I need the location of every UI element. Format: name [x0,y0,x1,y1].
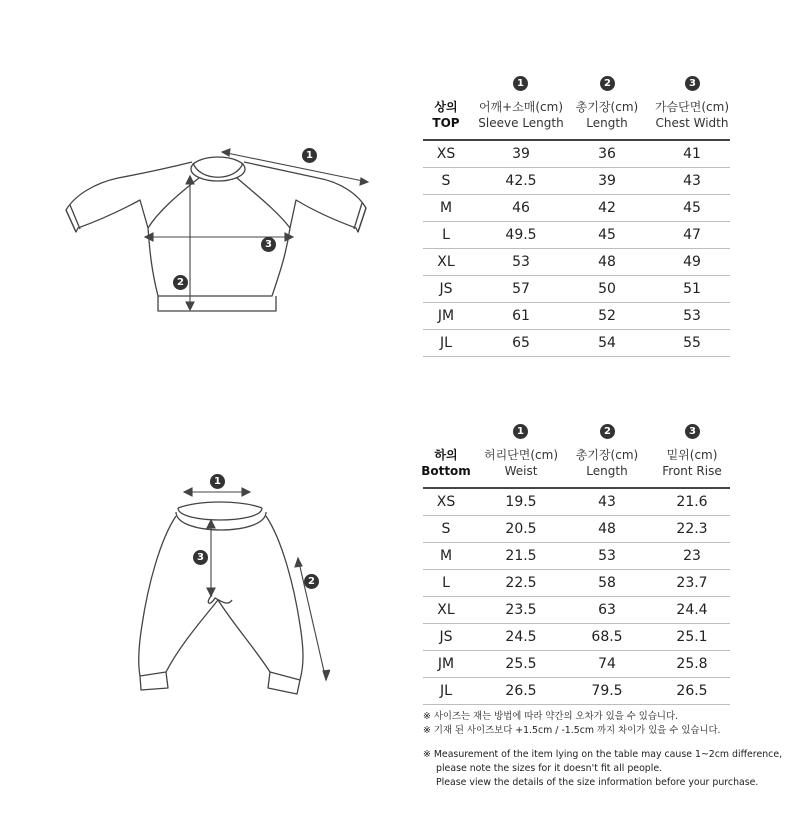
value-cell: 45 [598,227,616,243]
value-cell: 23.5 [505,602,537,618]
table-row [423,624,730,651]
value-cell: 53 [683,308,701,324]
value-cell: 24.4 [676,602,708,618]
value-cell: 74 [598,656,616,672]
value-cell: 48 [598,521,616,537]
value-cell: 48 [598,254,616,270]
column-marker-2: 2 [600,76,615,91]
value-cell: 79.5 [591,683,623,699]
value-cell: 19.5 [505,494,537,510]
sweatshirt-outline [66,157,366,311]
note-en-1: ※ Measurement of the item lying on the table may cause 1~2cm difference, [423,749,783,760]
column-marker-1: 1 [513,424,528,439]
column-header-en: Length [586,464,628,478]
table-row [423,516,730,543]
category-en: TOP [432,116,460,130]
column-marker-3: 3 [685,424,700,439]
value-cell: 61 [512,308,530,324]
value-cell: 24.5 [505,629,537,645]
marker-1-bottom: 1 [210,474,225,489]
value-cell: 25.1 [676,629,708,645]
column-header-en: Chest Width [655,116,729,130]
table-row [423,249,730,276]
bottom-garment-diagram [130,480,330,695]
size-cell: JL [440,335,452,351]
marker-2-bottom: 2 [304,574,319,589]
marker-3-top: 3 [261,237,276,252]
note-en-3: Please view the details of the size information before your purchase. [436,777,759,788]
category-en: Bottom [421,464,471,478]
column-header-sleeve [473,99,569,131]
column-header-en: Front Rise [662,464,722,478]
column-header-en: Length [586,116,628,130]
value-cell: 21.5 [505,548,537,564]
value-cell: 43 [683,173,701,189]
value-cell: 68.5 [591,629,623,645]
value-cell: 42.5 [505,173,537,189]
note-spacer [423,738,793,748]
size-cell: JS [439,629,453,645]
value-cell: 43 [598,494,616,510]
table-row [423,543,730,570]
value-cell: 39 [512,146,530,162]
size-cell: M [439,200,453,216]
column-header-ko: 어깨+소매(cm) [478,100,564,114]
table-row [423,651,730,678]
size-cell: M [439,548,453,564]
table-row [423,570,730,597]
table-row [423,195,730,222]
column-header-chest [645,99,739,131]
column-header-rise [645,447,739,479]
category-label [419,447,473,479]
value-cell: 47 [683,227,701,243]
pants-outline [139,502,303,694]
size-cell: JM [437,308,455,324]
value-cell: 57 [512,281,530,297]
column-header-ko: 허리단면(cm) [483,448,559,462]
value-cell: 26.5 [676,683,708,699]
size-cell: XS [436,494,456,510]
table-row [423,489,730,516]
value-cell: 49 [683,254,701,270]
size-cell: S [441,521,451,537]
column-header-waist [473,447,569,479]
value-cell: 22.5 [505,575,537,591]
value-cell: 46 [512,200,530,216]
table-row [423,222,730,249]
table-row [423,141,730,168]
size-cell: L [442,575,450,591]
table-row [423,168,730,195]
note-en-2: please note the sizes for it doesn't fit all people. [436,763,663,774]
bottom-size-table [421,424,730,699]
value-cell: 65 [512,335,530,351]
value-cell: 52 [598,308,616,324]
bottom-table-header [421,424,730,478]
value-cell: 55 [683,335,701,351]
value-cell: 23.7 [676,575,708,591]
column-header-ko: 가슴단면(cm) [654,100,730,114]
value-cell: 23 [683,548,701,564]
column-header-en: Weist [504,464,538,478]
size-cell: JS [439,281,453,297]
category-ko: 상의 [434,100,458,114]
top-garment-diagram [55,140,385,325]
note-ko-2: ※ 기재 된 사이즈보다 +1.5cm / -1.5cm 까지 차이가 있을 수 있습니다. [423,725,721,736]
table-row [423,678,730,705]
table-row [423,303,730,330]
value-cell: 49.5 [505,227,537,243]
size-cell: XS [436,146,456,162]
marker-3-bottom: 3 [193,550,208,565]
column-header-ko: 밑위(cm) [666,448,718,462]
value-cell: 25.8 [676,656,708,672]
value-cell: 21.6 [676,494,708,510]
top-table-header [423,76,730,130]
column-marker-2: 2 [600,424,615,439]
table-row [423,597,730,624]
table-row [423,330,730,357]
size-cell: JL [440,683,452,699]
value-cell: 25.5 [505,656,537,672]
value-cell: 53 [598,548,616,564]
value-cell: 39 [598,173,616,189]
column-header-length [561,447,653,479]
value-cell: 26.5 [505,683,537,699]
column-marker-3: 3 [685,76,700,91]
value-cell: 22.3 [676,521,708,537]
value-cell: 45 [683,200,701,216]
value-cell: 42 [598,200,616,216]
value-cell: 20.5 [505,521,537,537]
value-cell: 41 [683,146,701,162]
category-label [423,99,469,131]
value-cell: 53 [512,254,530,270]
value-cell: 51 [683,281,701,297]
value-cell: 54 [598,335,616,351]
value-cell: 50 [598,281,616,297]
size-cell: L [442,227,450,243]
size-notes [423,710,793,790]
column-header-en: Sleeve Length [478,116,564,130]
value-cell: 63 [598,602,616,618]
marker-1-top: 1 [302,148,317,163]
value-cell: 36 [598,146,616,162]
table-row [423,276,730,303]
column-header-ko: 총기장(cm) [575,448,639,462]
size-cell: S [441,173,451,189]
column-header-ko: 총기장(cm) [575,100,639,114]
size-cell: XL [437,254,455,270]
top-size-table [423,76,730,351]
note-ko-1: ※ 사이즈는 재는 방법에 따라 약간의 오차가 있을 수 있습니다. [423,711,679,722]
size-cell: XL [437,602,455,618]
size-cell: JM [437,656,455,672]
marker-2-top: 2 [173,275,188,290]
column-marker-1: 1 [513,76,528,91]
category-ko: 하의 [434,448,458,462]
value-cell: 58 [598,575,616,591]
column-header-length [561,99,653,131]
